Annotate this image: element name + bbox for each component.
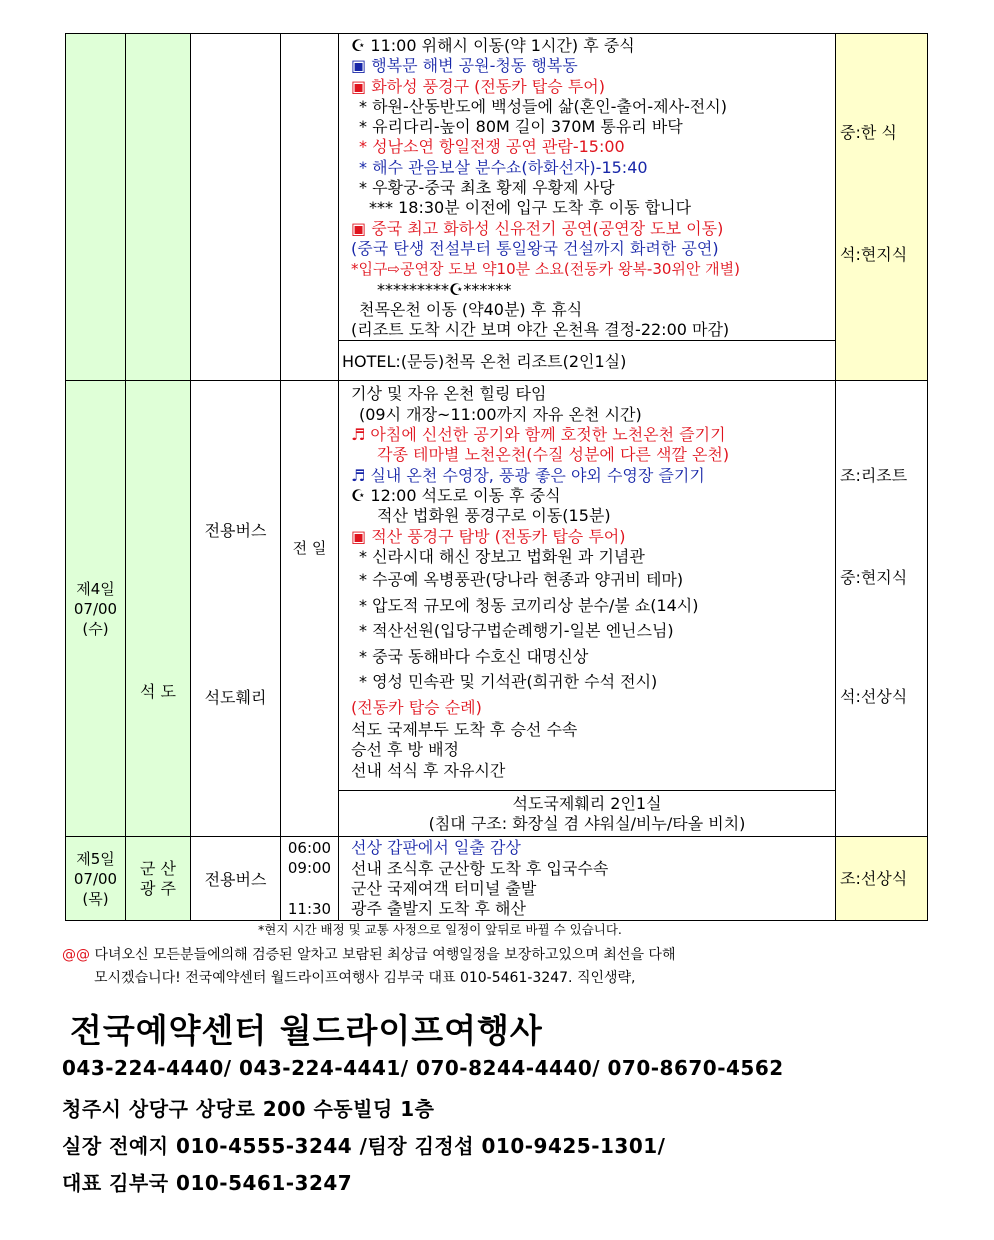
day3-day-cell — [66, 34, 126, 381]
schedule-line: 군산 국제여객 터미널 출발 — [351, 878, 537, 898]
day5-meals — [836, 837, 928, 921]
schedule-line: ♬ 아침에 신선한 공기와 함께 호젓한 노천온천 즐기기 — [351, 425, 726, 445]
day5-time-1: 06:00 — [287, 838, 332, 857]
schedule-line: (중국 탄생 전설부터 통일왕국 건설까지 화려한 공연) — [351, 238, 719, 258]
day4-day-cell — [66, 381, 126, 837]
day4-transport-bus: 전용버스 — [204, 521, 267, 541]
day5-time-4: 11:30 — [287, 900, 332, 919]
schedule-line: * 수공예 옥병풍관(당나라 현종과 양귀비 테마) — [359, 570, 684, 590]
schedule-line: *입구⇨공연장 도보 약10분 소요(전동카 왕복-30위안 개별) — [351, 260, 741, 279]
itinerary-table — [65, 33, 928, 921]
schedule-line: 천목온천 이동 (약40분) 후 휴식 — [359, 299, 583, 319]
day5-place-cell — [126, 837, 191, 921]
day4-schedule-row — [66, 381, 928, 790]
day5-time-cell — [281, 837, 339, 921]
day3-lunch: 중:한 식 — [840, 123, 897, 142]
company-name: 전국예약센터 월드라이프여행사 — [70, 1011, 543, 1050]
schedule-line: * 우황궁-중국 최초 황제 우황제 사당 — [359, 178, 615, 198]
schedule-line: * 하원-산동반도에 백성들에 삶(혼인-출어-제사-전시) — [359, 96, 727, 116]
schedule-line: * 적산선원(입당구법순례행기-일본 엔닌스님) — [359, 621, 674, 641]
schedule-line: ♬ 실내 온천 수영장, 풍광 좋은 야외 수영장 즐기기 — [351, 465, 705, 485]
schedule-line: 선내 석식 후 자유시간 — [351, 760, 506, 780]
day4-schedule — [339, 381, 836, 790]
day3-transport-cell — [191, 34, 281, 381]
day4-transport-cell — [191, 381, 281, 837]
schedule-line: * 성남소연 항일전쟁 공연 관람-15:00 — [359, 137, 625, 157]
day5-place-2: 광 주 — [140, 878, 176, 898]
schedule-line: * 유리다리-높이 80M 길이 370M 통유리 바닥 — [359, 117, 683, 137]
schedule-line: (리조트 도착 시간 보며 야간 온천욕 결정-22:00 마감) — [351, 320, 730, 340]
schedule-line: ☪ 11:00 위해시 이동(약 1시간) 후 중식 — [351, 36, 635, 55]
schedule-line: * 해수 관음보살 분수쇼(하화선자)-15:40 — [359, 157, 648, 177]
schedule-line: * 압도적 규모에 청동 코끼리상 분수/불 쇼(14시) — [359, 595, 699, 615]
day5-day-cell — [66, 837, 126, 921]
schedule-line: 광주 출발지 도착 후 해산 — [351, 899, 526, 919]
day3-schedule — [339, 34, 836, 341]
promo-mark: @@ — [62, 947, 90, 963]
schedule-line: (전동카 탑승 순례) — [351, 697, 482, 717]
day5-breakfast: 조:선상식 — [840, 868, 908, 888]
schedule-line: 석도 국제부두 도착 후 승선 수속 — [351, 720, 578, 740]
schedule-line: * 신라시대 해신 장보고 법화원 과 기념관 — [359, 546, 645, 566]
schedule-line: ▣ 행복문 해변 공원-청동 행복동 — [351, 56, 578, 76]
day3-dinner: 석:현지식 — [840, 245, 908, 264]
schedule-change-notice: *현지 시간 배정 및 교통 사정으로 일정이 앞뒤로 바뀔 수 있습니다. — [258, 922, 622, 937]
schedule-line: 선내 조식후 군산항 도착 후 입국수속 — [351, 858, 609, 878]
day5-schedule — [339, 837, 836, 921]
day5-weekday: (목) — [82, 889, 109, 908]
day4-place-cell — [126, 381, 191, 837]
day3-schedule-row — [66, 34, 928, 341]
day4-hotel — [339, 790, 836, 837]
day4-hotel-detail: (침대 구조: 화장실 겸 샤워실/비누/타올 비치) — [428, 813, 746, 833]
promo-line-1 — [62, 944, 675, 964]
schedule-line: 승선 후 방 배정 — [351, 740, 459, 760]
day3-time-cell — [281, 34, 339, 381]
promo-line-2: 모시겠습니다! 전국예약센터 월드라이프여행사 김부국 대표 010-5461-3247. 직인생략, — [94, 970, 636, 986]
day4-time: 전 일 — [292, 539, 327, 558]
day5-transport: 전용버스 — [191, 837, 281, 921]
schedule-line: (09시 개장~11:00까지 자유 온천 시간) — [359, 404, 642, 424]
day5-time-2: 09:00 — [287, 859, 332, 878]
day3-hotel: HOTEL:(문등)천목 온천 리조트(2인1실) — [339, 341, 836, 381]
schedule-line: * 영성 민속관 및 기석관(희귀한 수석 전시) — [359, 672, 658, 692]
day4-dinner: 석:선상식 — [840, 687, 908, 707]
day3-meals — [836, 34, 928, 381]
day4-hotel-name: 석도국제훼리 2인1실 — [512, 793, 662, 813]
day4-meals — [836, 381, 928, 837]
day4-place: 석 도 — [140, 682, 176, 702]
day3-place-cell — [126, 34, 191, 381]
schedule-line: * 중국 동해바다 수호신 대명신상 — [359, 646, 589, 666]
schedule-line: *********☪****** — [377, 279, 512, 299]
company-ceo: 대표 김부국 010-5461-3247 — [62, 1171, 353, 1195]
day5-date: 07/00 — [73, 869, 118, 888]
schedule-line: ▣ 화하성 풍경구 (전동카 탑승 투어) — [351, 76, 605, 96]
schedule-line: 각종 테마별 노천온천(수질 성분에 다른 색깔 온천) — [377, 445, 730, 465]
schedule-line: ▣ 중국 최고 화하성 신유전기 공연(공연장 도보 이동) — [351, 218, 724, 238]
day4-weekday: (수) — [82, 619, 109, 638]
schedule-line: ☪ 12:00 석도로 이동 후 중식 — [351, 485, 561, 505]
company-address: 청주시 상당구 상당로 200 수동빌딩 1층 — [62, 1097, 435, 1121]
day4-date: 07/00 — [73, 599, 118, 618]
schedule-line: 기상 및 자유 온천 힐링 타임 — [351, 384, 547, 404]
day5-day: 제5일 — [76, 849, 115, 868]
schedule-line: 적산 법화원 풍경구로 이동(15분) — [377, 506, 611, 526]
schedule-line: ▣ 적산 풍경구 탐방 (전동카 탑승 투어) — [351, 526, 626, 546]
company-phones: 043-224-4440/ 043-224-4441/ 070-8244-4440/ 070-8670-4562 — [62, 1056, 784, 1080]
day4-lunch: 중:현지식 — [840, 568, 908, 588]
day5-row — [66, 837, 928, 921]
day5-place-1: 군 산 — [140, 858, 176, 878]
day4-time-cell — [281, 381, 339, 837]
day4-breakfast: 조:리조트 — [840, 466, 908, 486]
schedule-line: 선상 갑판에서 일출 감상 — [351, 838, 521, 858]
day4-day: 제4일 — [76, 579, 115, 598]
day4-transport-ferry: 석도훼리 — [204, 688, 267, 708]
schedule-line: *** 18:30분 이전에 입구 도착 후 이동 합니다 — [369, 198, 692, 218]
company-staff: 실장 전예지 010-4555-3244 /팀장 김정섭 010-9425-1301/ — [62, 1134, 666, 1158]
day5-time-3 — [281, 879, 338, 900]
promo-text-1: 다녀오신 모든분들에의해 검증된 알차고 보람된 최상급 여행일정을 보장하고있으며 최선을 다해 — [94, 947, 676, 963]
